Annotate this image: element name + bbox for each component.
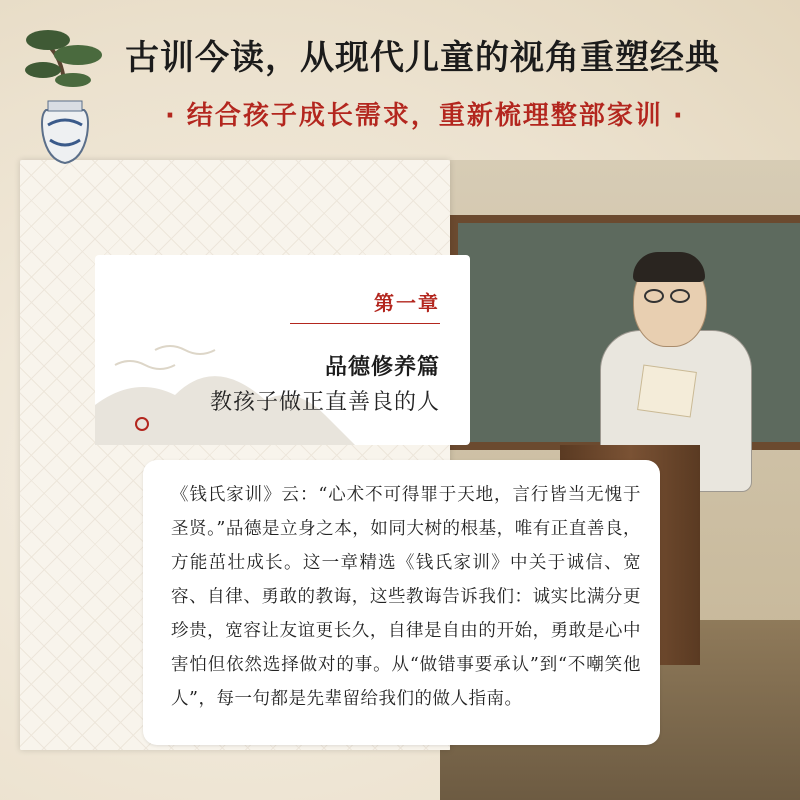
chapter-number: 第一章 [374, 291, 440, 315]
glasses-icon [644, 288, 694, 302]
teacher-hair [633, 252, 705, 282]
bonsai-vase-icon [18, 15, 113, 165]
header [0, 0, 800, 170]
seal-icon [135, 417, 149, 431]
chapter-divider [290, 323, 440, 324]
subhead-dot-right: · [672, 101, 685, 131]
body-paragraph: 《钱氏家训》云：“心术不可得罪于天地，言行皆当无愧于圣贤。”品德是立身之本，如同大树的根基，唯有正直善良，方能茁壮成长。这一章精选《钱氏家训》中关于诚信、宽容、自律、勇敢的教诲，这些教诲告诉我们：诚实比满分更珍贵，宽容让友谊更长久，自律是自由的开始，勇敢是心中害怕但依然选择做对的事。从“做错事要承认”到“不嘲笑他人”，每一句都是先辈留给我们的做人指南。 [171, 485, 641, 709]
section-title: 品德修养篇 [324, 355, 440, 380]
subhead [155, 95, 695, 132]
headline: 古训今读，从现代儿童的视角重塑经典 [125, 38, 720, 78]
text-card [143, 460, 660, 745]
section-subtitle: 教孩子做正直善良的人 [209, 390, 440, 415]
chapter-card [95, 255, 470, 445]
subhead-dot-left: · [165, 101, 177, 131]
subhead-text: 结合孩子成长需求，重新梳理整部家训 [186, 101, 663, 131]
paper-sheet [637, 364, 697, 417]
